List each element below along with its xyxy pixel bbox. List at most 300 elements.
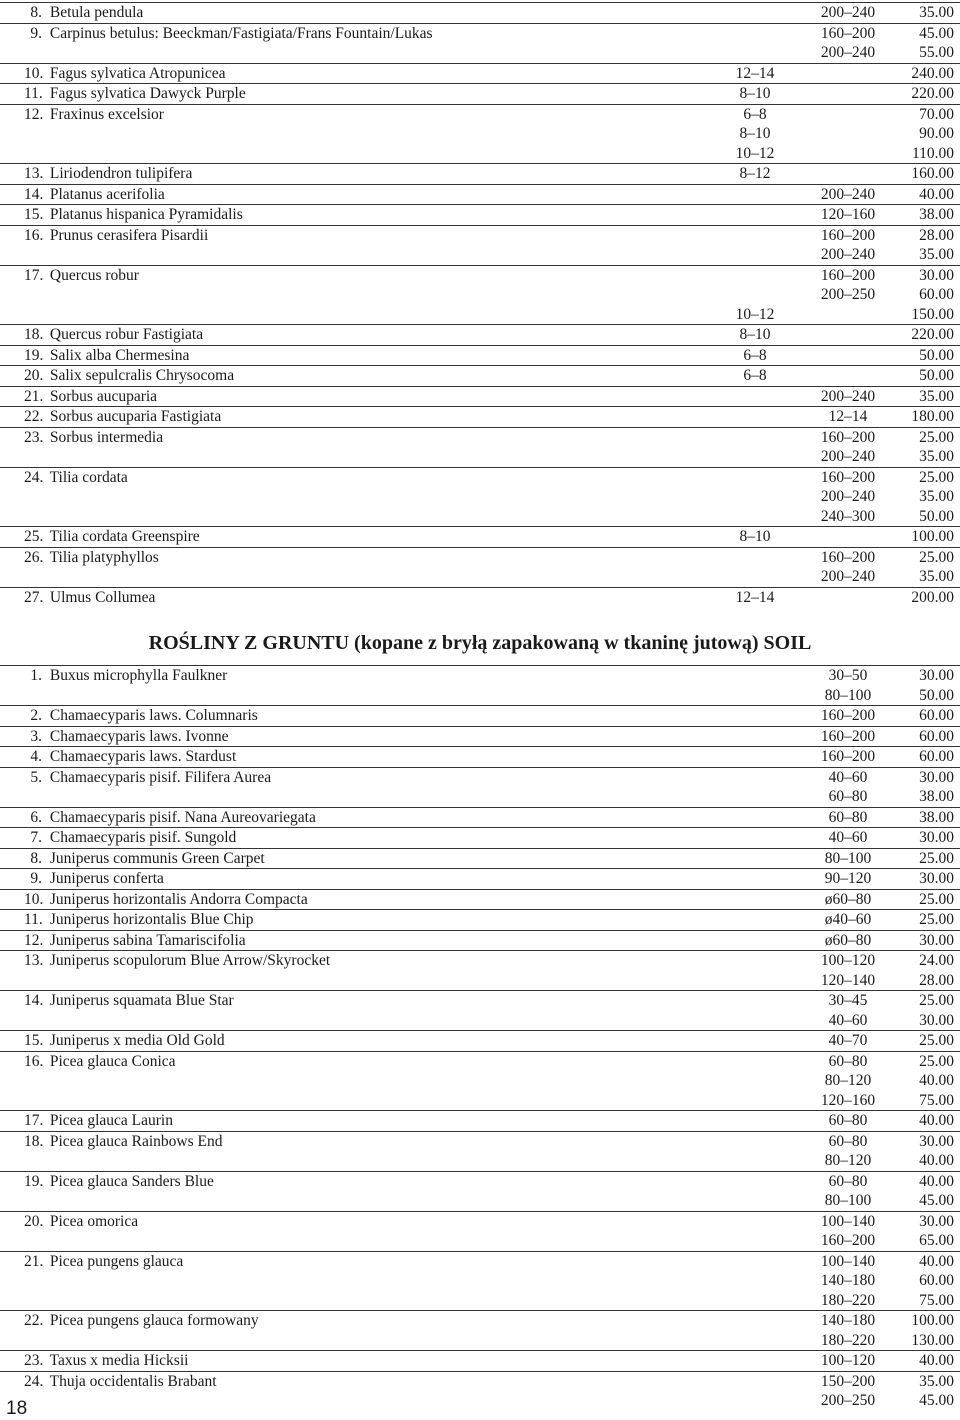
table-row <box>0 746 960 767</box>
table-row <box>0 1011 960 1031</box>
plant-size: 12–14 <box>735 64 775 82</box>
price: 30.00 <box>919 931 954 949</box>
plant-name: Picea glauca Conica <box>49 1052 176 1070</box>
plant-size: 80–120 <box>824 1072 872 1089</box>
plant-size: 80–100 <box>824 849 872 867</box>
price: 40.00 <box>919 185 954 203</box>
plant-name: Chamaecyparis pisif. Filifera Aurea <box>49 768 272 786</box>
item-number: 22. <box>24 1312 44 1329</box>
plant-size: 10–12 <box>735 305 775 323</box>
price: 60.00 <box>919 727 954 745</box>
table-row <box>0 467 960 488</box>
plant-entry <box>24 1053 176 1071</box>
plant-entry <box>24 388 157 406</box>
plant-size: 90–120 <box>824 870 872 887</box>
plant-entry <box>24 367 234 385</box>
plant-size: 40–60 <box>828 829 868 846</box>
item-number: 19. <box>24 346 44 364</box>
plant-size: 160–200 <box>820 428 876 446</box>
item-number: 18. <box>24 1132 44 1150</box>
price: 55.00 <box>919 44 954 61</box>
table-row <box>0 104 960 125</box>
plant-size: 60–80 <box>828 1052 868 1070</box>
plant-name: Sorbus aucuparia <box>49 387 158 405</box>
table-row <box>0 1071 960 1091</box>
plant-size: 100–120 <box>820 952 876 969</box>
price: 40.00 <box>919 1152 954 1169</box>
plant-entry <box>24 911 254 929</box>
table-row <box>0 2 960 23</box>
plant-size: 80–100 <box>824 686 872 704</box>
price: 40.00 <box>919 1072 954 1089</box>
price: 28.00 <box>919 971 954 989</box>
table-row <box>0 1291 960 1311</box>
price: 30.00 <box>919 1011 954 1029</box>
plant-size: 60–80 <box>828 1112 868 1129</box>
price: 35.00 <box>919 387 954 405</box>
table-row <box>0 787 960 807</box>
plant-size: 40–60 <box>828 1011 868 1029</box>
price: 25.00 <box>919 849 954 867</box>
table-row <box>0 1371 960 1392</box>
table-row <box>0 365 960 386</box>
plant-name: Juniperus communis Green Carpet <box>49 849 265 867</box>
price: 40.00 <box>919 1352 954 1369</box>
plant-size: 200–250 <box>820 286 876 303</box>
item-number: 9. <box>30 870 42 887</box>
plant-name: Taxus x media Hicksii <box>49 1352 189 1369</box>
price: 70.00 <box>919 105 954 123</box>
plant-entry <box>24 85 246 103</box>
table-row <box>0 950 960 971</box>
plant-size: 200–240 <box>820 246 876 263</box>
table-row <box>0 767 960 788</box>
plant-entry <box>24 707 258 725</box>
price: 75.00 <box>919 1291 954 1309</box>
plant-entry <box>24 429 163 447</box>
plant-size: 200–240 <box>820 448 876 465</box>
item-number: 20. <box>24 367 44 384</box>
plant-entry <box>24 65 226 83</box>
price: 100.00 <box>911 528 954 545</box>
plant-name: Buxus microphylla Faulkner <box>49 667 228 684</box>
table-row <box>0 807 960 828</box>
item-number: 3. <box>30 727 42 745</box>
table-row <box>0 1131 960 1152</box>
table-row <box>0 726 960 747</box>
plant-entry <box>24 326 203 344</box>
page-number: 18 <box>6 1398 28 1419</box>
plant-entry <box>24 1352 188 1370</box>
price: 150.00 <box>911 305 954 323</box>
plant-size: 200–240 <box>820 568 876 585</box>
table-row <box>0 686 960 706</box>
price: 75.00 <box>919 1091 954 1109</box>
plant-name: Sorbus aucuparia Fastigiata <box>49 408 222 425</box>
plant-name: Juniperus x media Old Gold <box>49 1032 225 1049</box>
table-row <box>0 909 960 930</box>
plant-name: Quercus robur Fastigiata <box>49 326 204 343</box>
plant-entry <box>24 1312 259 1330</box>
plant-size: 240–300 <box>820 507 876 525</box>
plant-entry <box>24 748 236 766</box>
plant-size: 6–8 <box>743 105 767 123</box>
price: 35.00 <box>919 1372 954 1390</box>
plant-size: 30–45 <box>828 992 868 1009</box>
plant-name: Ulmus Collumea <box>49 588 156 606</box>
table-row <box>0 1091 960 1111</box>
price: 40.00 <box>919 1172 954 1190</box>
plant-size: 160–200 <box>820 24 876 42</box>
table-row <box>0 324 960 345</box>
item-number: 20. <box>24 1212 44 1230</box>
table-row <box>0 305 960 325</box>
price: 35.00 <box>919 246 954 263</box>
item-number: 25. <box>24 528 44 545</box>
plant-entry <box>24 186 165 204</box>
plant-size: 100–120 <box>820 1352 876 1369</box>
plant-size: ø60–80 <box>824 931 872 949</box>
price: 38.00 <box>919 788 954 805</box>
item-number: 2. <box>30 707 42 724</box>
plant-name: Picea glauca Laurin <box>49 1112 173 1129</box>
table-row <box>0 1211 960 1232</box>
price: 50.00 <box>919 507 954 525</box>
item-number: 4. <box>30 748 42 765</box>
plant-entry <box>24 4 143 22</box>
plant-name: Salix sepulcralis Chrysocoma <box>49 367 235 384</box>
item-number: 10. <box>24 890 44 908</box>
plant-size: 6–8 <box>743 346 767 364</box>
table-row <box>0 971 960 991</box>
plant-size: 160–200 <box>820 548 876 566</box>
plant-size: 60–80 <box>828 788 868 805</box>
table-row <box>0 1350 960 1371</box>
table-row <box>0 1331 960 1351</box>
plant-entry <box>24 1112 173 1130</box>
table-row <box>0 1391 960 1411</box>
price: 28.00 <box>919 226 954 244</box>
price: 60.00 <box>919 707 954 724</box>
price: 50.00 <box>919 367 954 384</box>
plant-entry <box>24 165 192 183</box>
plant-entry <box>24 347 189 365</box>
plant-name: Chamaecyparis pisif. Sungold <box>49 829 237 846</box>
table-row <box>0 225 960 246</box>
plant-entry <box>24 1253 183 1271</box>
item-number: 8. <box>30 849 42 867</box>
plant-size: 140–180 <box>820 1312 876 1329</box>
price: 50.00 <box>919 686 954 704</box>
item-number: 11. <box>24 911 43 928</box>
item-number: 27. <box>24 588 44 606</box>
plant-entry <box>24 769 271 787</box>
price: 180.00 <box>911 408 954 425</box>
plant-size: 160–200 <box>820 1232 876 1249</box>
plant-name: Picea glauca Rainbows End <box>49 1132 223 1150</box>
plant-entry <box>24 1213 138 1231</box>
plant-entry <box>24 870 164 888</box>
price: 90.00 <box>919 125 954 142</box>
plant-name: Juniperus sabina Tamariscifolia <box>49 931 246 949</box>
table-row <box>0 124 960 144</box>
price: 35.00 <box>919 568 954 585</box>
plant-name: Thuja occidentalis Brabant <box>49 1372 217 1390</box>
plant-name: Platanus hispanica Pyramidalis <box>49 206 243 223</box>
item-number: 24. <box>24 468 44 486</box>
plant-size: 160–200 <box>820 468 876 486</box>
price: 25.00 <box>919 911 954 928</box>
item-number: 8. <box>30 4 42 21</box>
table-row <box>0 827 960 848</box>
plant-entry <box>24 932 246 950</box>
price: 25.00 <box>919 890 954 908</box>
item-number: 14. <box>24 185 44 203</box>
plant-name: Carpinus betulus: Beeckman/Fastigiata/Frans Fountain/Lukas <box>49 24 433 42</box>
item-number: 17. <box>24 1112 44 1129</box>
plant-entry <box>24 469 128 487</box>
item-number: 12. <box>24 105 44 123</box>
plant-name: Picea pungens glauca <box>49 1252 184 1270</box>
table-row <box>0 1110 960 1131</box>
plant-name: Picea pungens glauca formowany <box>49 1312 259 1329</box>
price: 35.00 <box>919 448 954 465</box>
plant-name: Juniperus squamata Blue Star <box>49 992 234 1009</box>
table-row <box>0 587 960 608</box>
price: 160.00 <box>911 165 954 182</box>
item-number: 21. <box>24 1252 44 1270</box>
price: 24.00 <box>919 952 954 969</box>
plant-entry <box>24 1133 222 1151</box>
item-number: 10. <box>24 64 44 82</box>
plant-size: 12–14 <box>735 588 775 606</box>
table-row <box>0 526 960 547</box>
table-row <box>0 868 960 889</box>
price: 45.00 <box>919 1392 954 1409</box>
item-number: 9. <box>30 24 42 42</box>
item-number: 11. <box>24 85 43 102</box>
table-row <box>0 144 960 164</box>
item-number: 7. <box>30 829 42 846</box>
plant-size: 120–160 <box>820 1091 876 1109</box>
price: 200.00 <box>911 588 954 606</box>
section-heading: ROŚLINY Z GRUNTU (kopane z bryłą zapakowaną w tkaninę jutową) SOIL <box>148 631 812 654</box>
plant-name: Tilia platyphyllos <box>49 548 159 566</box>
table-row <box>0 1151 960 1171</box>
plant-entry <box>24 267 139 285</box>
plant-size: 100–140 <box>820 1252 876 1270</box>
price: 25.00 <box>919 548 954 566</box>
price: 45.00 <box>919 1192 954 1209</box>
table-row <box>0 547 960 568</box>
price: 30.00 <box>919 829 954 846</box>
price: 60.00 <box>919 1272 954 1289</box>
plant-size: 6–8 <box>743 367 767 384</box>
table-row <box>0 245 960 265</box>
plant-entry <box>24 25 433 43</box>
table-row <box>0 83 960 104</box>
table-row <box>0 447 960 467</box>
plant-name: Sorbus intermedia <box>49 428 164 446</box>
item-number: 21. <box>24 387 44 405</box>
plant-name: Prunus cerasifera Pisardii <box>49 226 209 244</box>
plant-size: 160–200 <box>820 707 876 724</box>
price: 40.00 <box>919 1112 954 1129</box>
price: 25.00 <box>919 992 954 1009</box>
plant-name: Liriodendron tulipifera <box>49 165 193 182</box>
price: 220.00 <box>911 85 954 102</box>
plant-name: Chamaecyparis pisif. Nana Aureovariegata <box>49 808 316 826</box>
price: 38.00 <box>919 206 954 223</box>
plant-size: 30–50 <box>828 667 868 684</box>
plant-size: 200–240 <box>820 4 876 21</box>
table-row <box>0 23 960 44</box>
item-number: 24. <box>24 1372 44 1390</box>
price: 35.00 <box>919 488 954 505</box>
plant-entry <box>24 549 159 567</box>
plant-size: 200–240 <box>820 44 876 61</box>
table-row <box>0 1030 960 1051</box>
table-row <box>0 1310 960 1331</box>
table-row <box>0 990 960 1011</box>
plant-entry <box>24 1032 225 1050</box>
plant-size: 80–120 <box>824 1152 872 1169</box>
item-number: 5. <box>30 768 42 786</box>
table-row <box>0 1251 960 1272</box>
price: 30.00 <box>919 870 954 887</box>
plant-name: Betula pendula <box>49 4 144 21</box>
plant-size: 40–70 <box>828 1032 868 1049</box>
plant-entry <box>24 992 234 1010</box>
price: 25.00 <box>919 468 954 486</box>
table-row <box>0 386 960 407</box>
plant-name: Platanus acerifolia <box>49 185 165 203</box>
plant-size: 60–80 <box>828 808 868 826</box>
plant-size: 150–200 <box>820 1372 876 1390</box>
plant-entry <box>24 206 243 224</box>
plant-size: 8–10 <box>739 528 771 545</box>
plant-entry <box>24 891 308 909</box>
table-row <box>0 848 960 869</box>
item-number: 17. <box>24 266 44 284</box>
plant-entry <box>24 1373 217 1391</box>
plant-size: ø60–80 <box>824 890 872 908</box>
price-table-trees <box>0 2 960 607</box>
item-number: 19. <box>24 1172 44 1190</box>
item-number: 26. <box>24 548 44 566</box>
plant-entry <box>24 106 164 124</box>
item-number: 14. <box>24 992 44 1009</box>
table-row <box>0 1191 960 1211</box>
price: 25.00 <box>919 1052 954 1070</box>
item-number: 13. <box>24 952 44 969</box>
price: 240.00 <box>911 64 954 82</box>
plant-name: Chamaecyparis laws. Ivonne <box>49 727 229 745</box>
table-row <box>0 1171 960 1192</box>
table-row <box>0 43 960 63</box>
plant-entry <box>24 528 200 546</box>
price: 45.00 <box>919 24 954 42</box>
item-number: 15. <box>24 206 44 223</box>
price: 30.00 <box>919 266 954 284</box>
table-row <box>0 705 960 726</box>
table-row <box>0 345 960 366</box>
table-row <box>0 567 960 587</box>
plant-name: Juniperus horizontalis Blue Chip <box>49 911 254 928</box>
plant-size: 40–60 <box>828 768 868 786</box>
price: 130.00 <box>911 1331 954 1349</box>
plant-entry <box>24 809 316 827</box>
item-number: 18. <box>24 326 44 343</box>
price: 38.00 <box>919 808 954 826</box>
price: 110.00 <box>911 144 954 162</box>
plant-name: Juniperus conferta <box>49 870 164 887</box>
plant-size: 200–240 <box>820 387 876 405</box>
table-row <box>0 487 960 507</box>
plant-size: 10–12 <box>735 144 775 162</box>
price: 30.00 <box>919 1132 954 1150</box>
plant-size: 60–80 <box>828 1172 868 1190</box>
plant-size: 160–200 <box>820 266 876 284</box>
item-number: 15. <box>24 1032 44 1049</box>
price: 220.00 <box>911 326 954 343</box>
table-row <box>0 265 960 286</box>
item-number: 23. <box>24 428 44 446</box>
table-row <box>0 406 960 427</box>
plant-size: 12–14 <box>828 408 868 425</box>
plant-name: Quercus robur <box>49 266 139 284</box>
price: 60.00 <box>919 286 954 303</box>
plant-size: 100–140 <box>820 1212 876 1230</box>
table-row <box>0 665 960 686</box>
plant-size: 200–250 <box>820 1392 876 1409</box>
plant-size: ø40–60 <box>824 911 872 928</box>
plant-entry <box>24 667 227 685</box>
plant-name: Picea glauca Sanders Blue <box>49 1172 214 1190</box>
price: 35.00 <box>919 4 954 21</box>
plant-entry <box>24 408 221 426</box>
item-number: 6. <box>30 808 42 826</box>
plant-entry <box>24 850 265 868</box>
price: 100.00 <box>911 1312 954 1329</box>
plant-entry <box>24 829 236 847</box>
price: 65.00 <box>919 1232 954 1249</box>
price: 40.00 <box>919 1252 954 1270</box>
table-row <box>0 184 960 205</box>
table-row <box>0 204 960 225</box>
plant-name: Fagus sylvatica Atropunicea <box>49 64 226 82</box>
item-number: 22. <box>24 408 44 425</box>
plant-size: 8–10 <box>739 125 771 142</box>
table-row <box>0 285 960 305</box>
price-table-soil-plants <box>0 665 960 1411</box>
table-row <box>0 507 960 527</box>
price: 50.00 <box>919 346 954 364</box>
plant-size: 160–200 <box>820 727 876 745</box>
plant-entry <box>24 227 208 245</box>
plant-name: Juniperus horizontalis Andorra Compacta <box>49 890 308 908</box>
plant-size: 200–240 <box>820 488 876 505</box>
table-row <box>0 1231 960 1251</box>
price: 25.00 <box>919 428 954 446</box>
plant-size: 120–160 <box>820 206 876 223</box>
item-number: 16. <box>24 1052 44 1070</box>
table-row <box>0 930 960 951</box>
item-number: 16. <box>24 226 44 244</box>
plant-name: Juniperus scopulorum Blue Arrow/Skyrocket <box>49 952 331 969</box>
plant-size: 160–200 <box>820 748 876 765</box>
price: 25.00 <box>919 1032 954 1049</box>
